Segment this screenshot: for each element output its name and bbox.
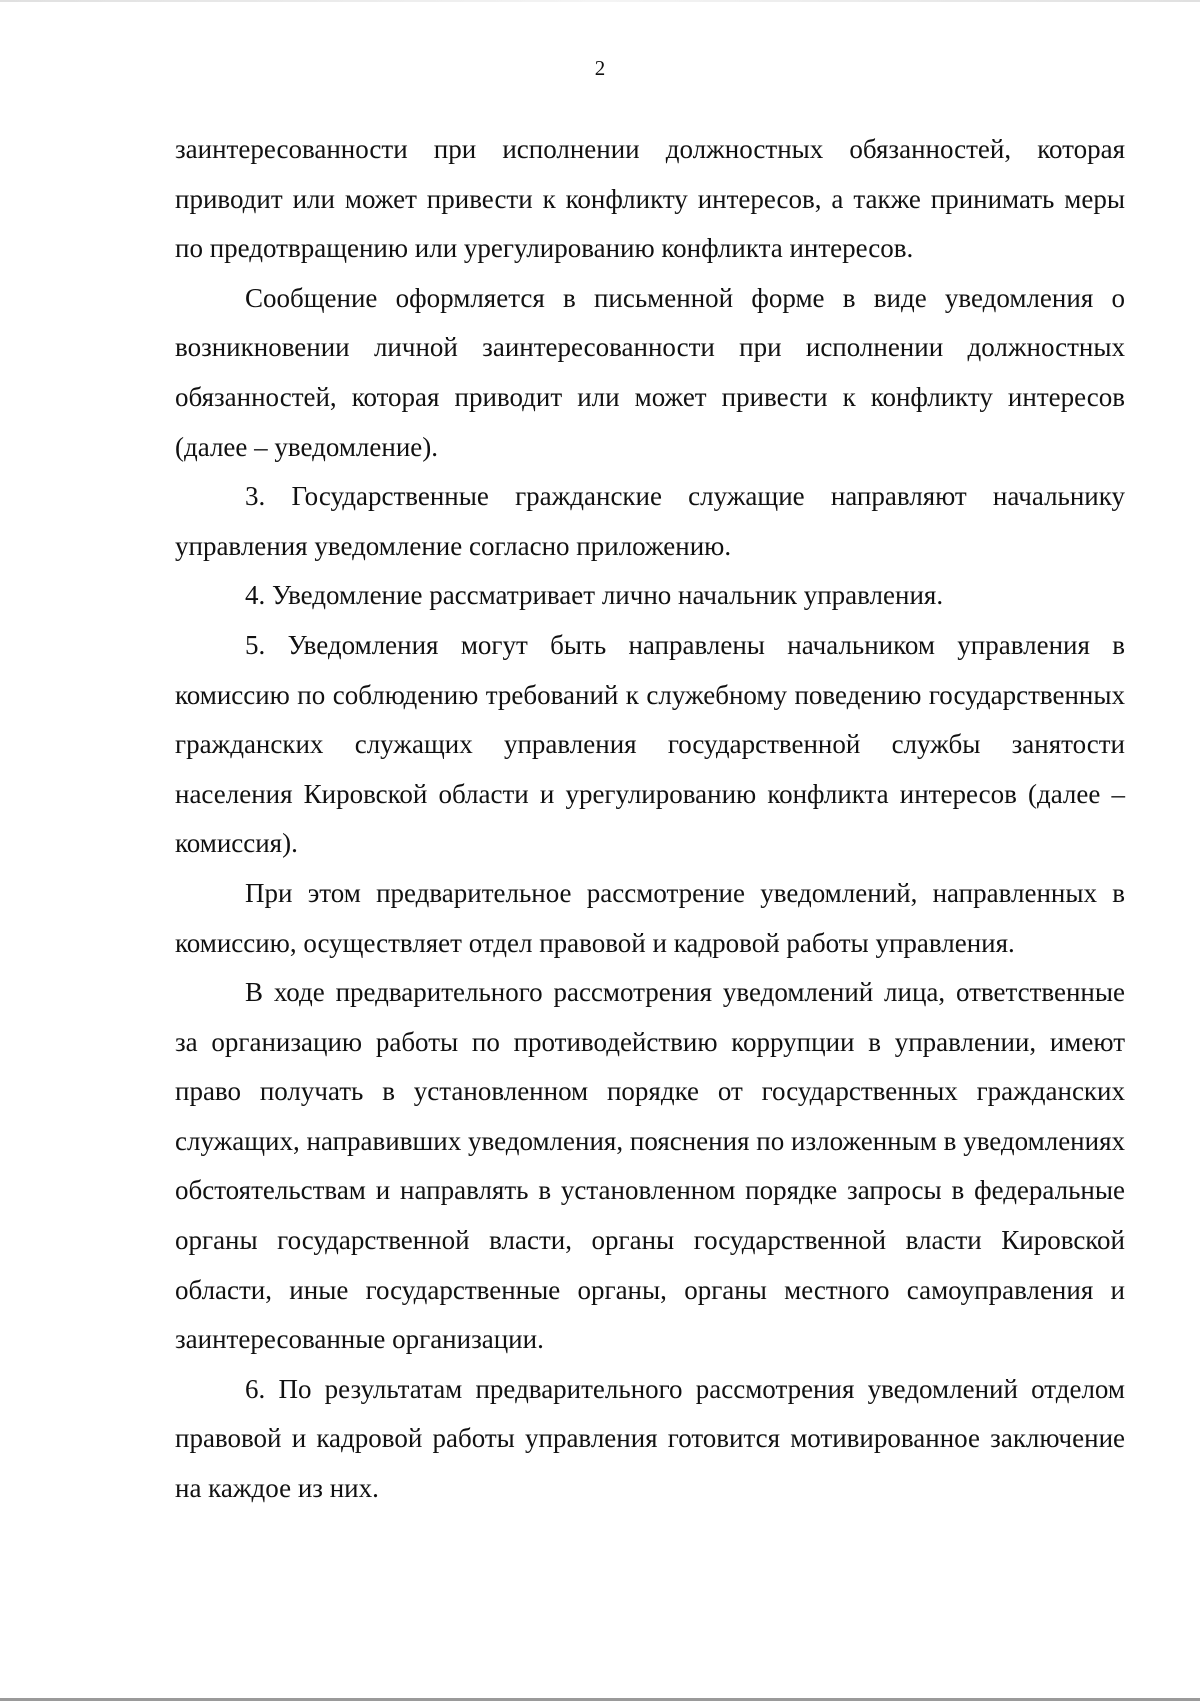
paragraph-continuation: заинтересованности при исполнении должностных обязанностей, которая приводит или может привести к конфликту интересов, а также принимать меры по предотвращению или урегулированию конфликта интересов.: [175, 134, 1125, 264]
paragraph-item-5: 5. Уведомления могут быть направлены начальником управления в комиссию по соблюдению требований к служебному поведению государственных гражданских служащих управления государственной службы занятости населения Кировской области и урегулированию конфликта интересов (далее – комиссия).: [175, 629, 1125, 859]
scan-top-edge: [0, 0, 1200, 2]
paragraph-preliminary-review: При этом предварительное рассмотрение уведомлений, направленных в комиссию, осуществляет отдел правовой и кадровой работы управления.: [175, 877, 1125, 958]
paragraph-notification-form: Сообщение оформляется в письменной форме в виде уведомления о возникновении личной заинтересованности при исполнении должностных обязанностей, которая приводит или может привести к конфликту интересов (далее – уведомление).: [175, 282, 1125, 462]
paragraph-item-3: 3. Государственные гражданские служащие направляют начальнику управления уведомление согласно приложению.: [175, 481, 1125, 561]
document-body: [175, 125, 1125, 1514]
paragraph-item-4: 4. Уведомление рассматривает лично начальник управления.: [245, 580, 944, 611]
page-number: 2: [594, 56, 606, 80]
paragraph-item-6: 6. По результатам предварительного рассмотрения уведомлений отделом правовой и кадровой работы управления готовится мотивированное заключение на каждое из них.: [175, 1373, 1125, 1504]
paragraph-review-rights: В ходе предварительного рассмотрения уведомлений лица, ответственные за организацию работы по противодействию коррупции в управлении, имеют право получать в установленном порядке от государственных гражданских служащих, направивших уведомления, пояснения по изложенным в уведомлениях обстоятельствам и направлять в установленном порядке запросы в федеральные органы государственной власти, органы государственной власти Кировской области, иные государственные органы, органы местного самоуправления и заинтересованные организации.: [175, 977, 1125, 1355]
